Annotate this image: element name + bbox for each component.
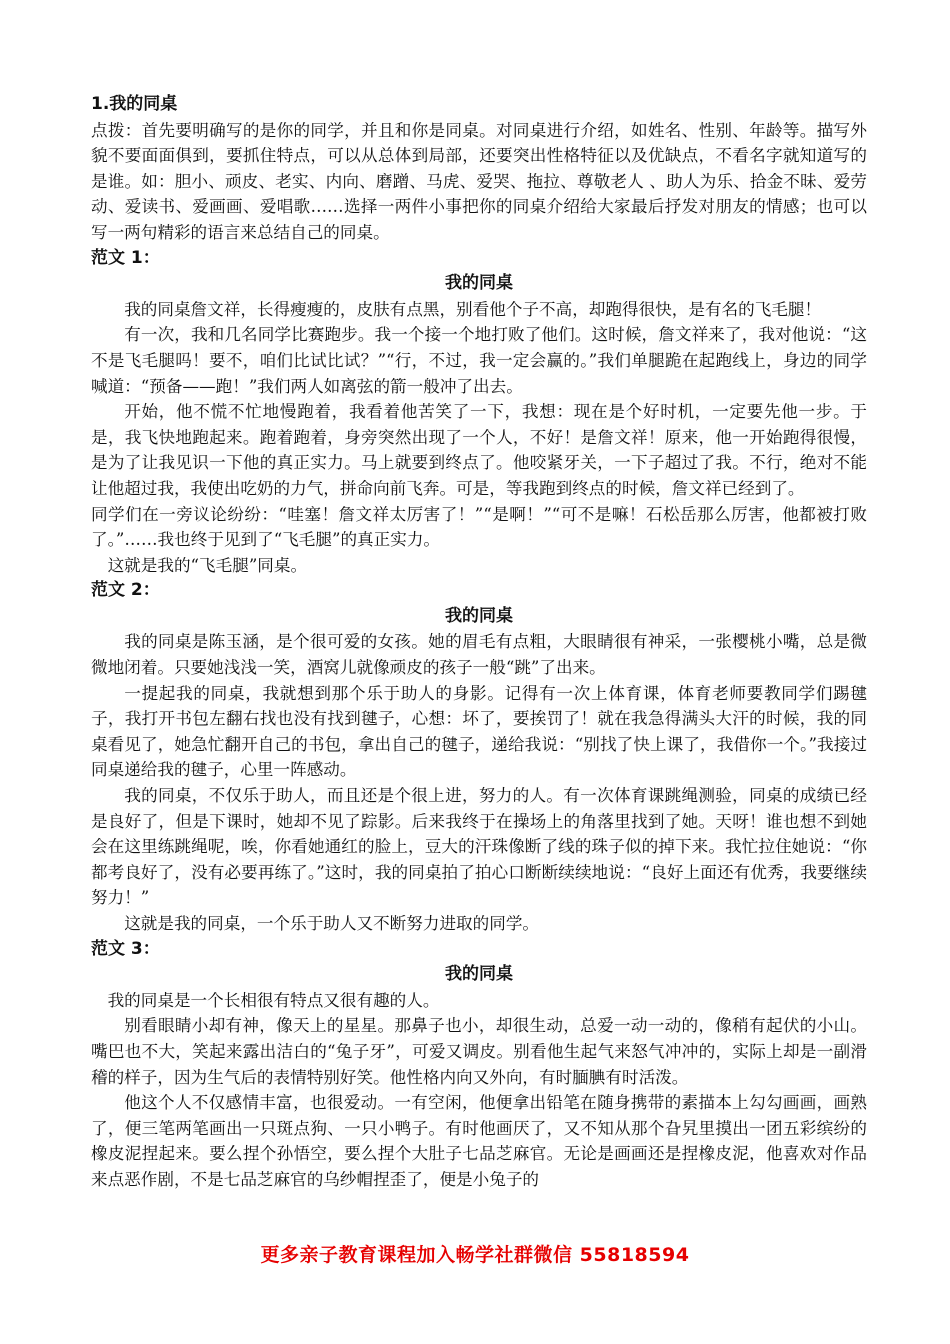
essay-2-title: 我的同桌 xyxy=(445,605,513,626)
essay-3-paragraph: 别看眼睛小却有神，像天上的星星。那鼻子也小，却很生动，总爱一动一动的，像稍有起伏的小山。嘴巴也不大，笑起来露出洁白的“兔子牙”，可爱又调皮。别看他生起气来怒气冲冲的，实际上却是一副滑稽的样子，因为生气后的表情特别好笑。他性格内向又外向，有时腼腆有时活泼。 xyxy=(91,1016,867,1087)
essay-3-label: 范文 3： xyxy=(91,938,160,959)
footer-promo: 更多亲子教育课程加入畅学社群微信 55818594 xyxy=(260,1244,690,1266)
guidance-paragraph: 点拨：首先要明确写的是你的同学，并且和你是同桌。对同桌进行介绍，如姓名、性别、年龄等。描写外貌不要面面俱到，要抓住特点，可以从总体到局部，还要突出性格特征以及优缺点，不看名字就知道写的是谁。如：胆小、顽皮、老实、内向、磨蹭、马虎、爱哭、拖拉、尊敬老人 、助人为乐、拾金不昧、爱劳动、爱读书、爱画画、爱唱歌……选择一两件小事把你的同桌介绍给大家最后抒发对朋友的情感；也可以写一两句精彩的语言来总结自己的同桌。 xyxy=(91,120,867,242)
document-body xyxy=(91,92,867,1193)
essay-1-paragraph: 开始，他不慌不忙地慢跑着，我看着他苦笑了一下，我想：现在是个好时机，一定要先他一步。于是，我飞快地跑起来。跑着跑着，身旁突然出现了一个人，不好！是詹文祥！原来，他一开始跑得很慢，是为了让我见识一下他的真正实力。马上就要到终点了。他咬紧牙关，一下子超过了我。不行，绝对不能让他超过我，我使出吃奶的力气，拼命向前飞奔。可是，等我跑到终点的时候，詹文祥已经到了。 xyxy=(91,402,867,498)
essay-1-paragraph: 同学们在一旁议论纷纷：“哇塞！詹文祥太厉害了！”“是啊！”“可不是嘛！石松岳那么厉害，他都被打败了。”……我也终于见到了“飞毛腿”的真正实力。 xyxy=(91,504,867,550)
essay-1-paragraph: 这就是我的“飞毛腿”同桌。 xyxy=(107,555,308,575)
essay-2-paragraph: 我的同桌，不仅乐于助人，而且还是个很上进，努力的人。有一次体育课跳绳测验，同桌的成绩已经是良好了，但是下课时，她却不见了踪影。后来我终于在操场上的角落里找到了她。天呀！谁也想不到她会在这里练跳绳呢，唉，你看她通红的脸上，豆大的汗珠像断了线的珠子似的掉下来。我忙拉住她说：“你都考良好了，没有必要再练了。”这时，我的同桌拍了拍心口断断续续地说：“良好上面还有优秀，我要继续努力！” xyxy=(91,786,867,908)
essay-3-title: 我的同桌 xyxy=(445,964,513,985)
essay-2-paragraph: 一提起我的同桌，我就想到那个乐于助人的身影。记得有一次上体育课，体育老师要教同学们踢毽子，我打开书包左翻右找也没有找到毽子，心想：坏了，要挨罚了！就在我急得满头大汗的时候，我的同桌看见了，她急忙翻开自己的书包，拿出自己的毽子，递给我说：“别找了快上课了，我借你一个。”我接过同桌递给我的毽子，心里一阵感动。 xyxy=(91,683,867,780)
essay-1-title: 我的同桌 xyxy=(445,273,513,294)
essay-1-label: 范文 1： xyxy=(91,247,160,268)
essay-2-paragraph: 这就是我的同桌，一个乐于助人又不断努力进取的同学。 xyxy=(124,914,540,933)
essay-3-paragraph: 我的同桌是一个长相很有特点又很有趣的人。 xyxy=(107,990,440,1010)
essay-2-label: 范文 2： xyxy=(91,580,160,601)
essay-3-paragraph: 他这个人不仅感情丰富，也很爱动。一有空闲，他便拿出铅笔在随身携带的素描本上勾勾画画，画熟了，便三笔两笔画出一只斑点狗、一只小鸭子。有时他画厌了，又不知从那个旮旯里摸出一团五彩缤纷的橡皮泥捏起来。要么捏个孙悟空，要么捏个大肚子七品芝麻官。无论是画画还是捏橡皮泥，他喜欢对作品来点恶作剧，不是七品芝麻官的乌纱帽捏歪了，便是小兔子的 xyxy=(91,1093,867,1189)
essay-1-paragraph: 我的同桌詹文祥，长得瘦瘦的，皮肤有点黑，别看他个子不高，却跑得很快，是有名的飞毛腿！ xyxy=(124,299,822,319)
essay-1-paragraph: 有一次，我和几名同学比赛跑步。我一个接一个地打败了他们。这时候，詹文祥来了，我对他说：“这不是飞毛腿吗！要不，咱们比试比试？”“行，不过，我一定会赢的。”我们单腿跪在起跑线上，身边的同学喊道：“预备——跑！”我们两人如离弦的箭一般冲了出去。 xyxy=(91,325,867,396)
section-title: 1.我的同桌 xyxy=(91,94,178,114)
essay-2-paragraph: 我的同桌是陈玉涵，是个很可爱的女孩。她的眉毛有点粗，大眼睛很有神采，一张樱桃小嘴，总是微微地闭着。只要她浅浅一笑，酒窝儿就像顽皮的孩子一般“跳”了出来。 xyxy=(91,632,867,678)
